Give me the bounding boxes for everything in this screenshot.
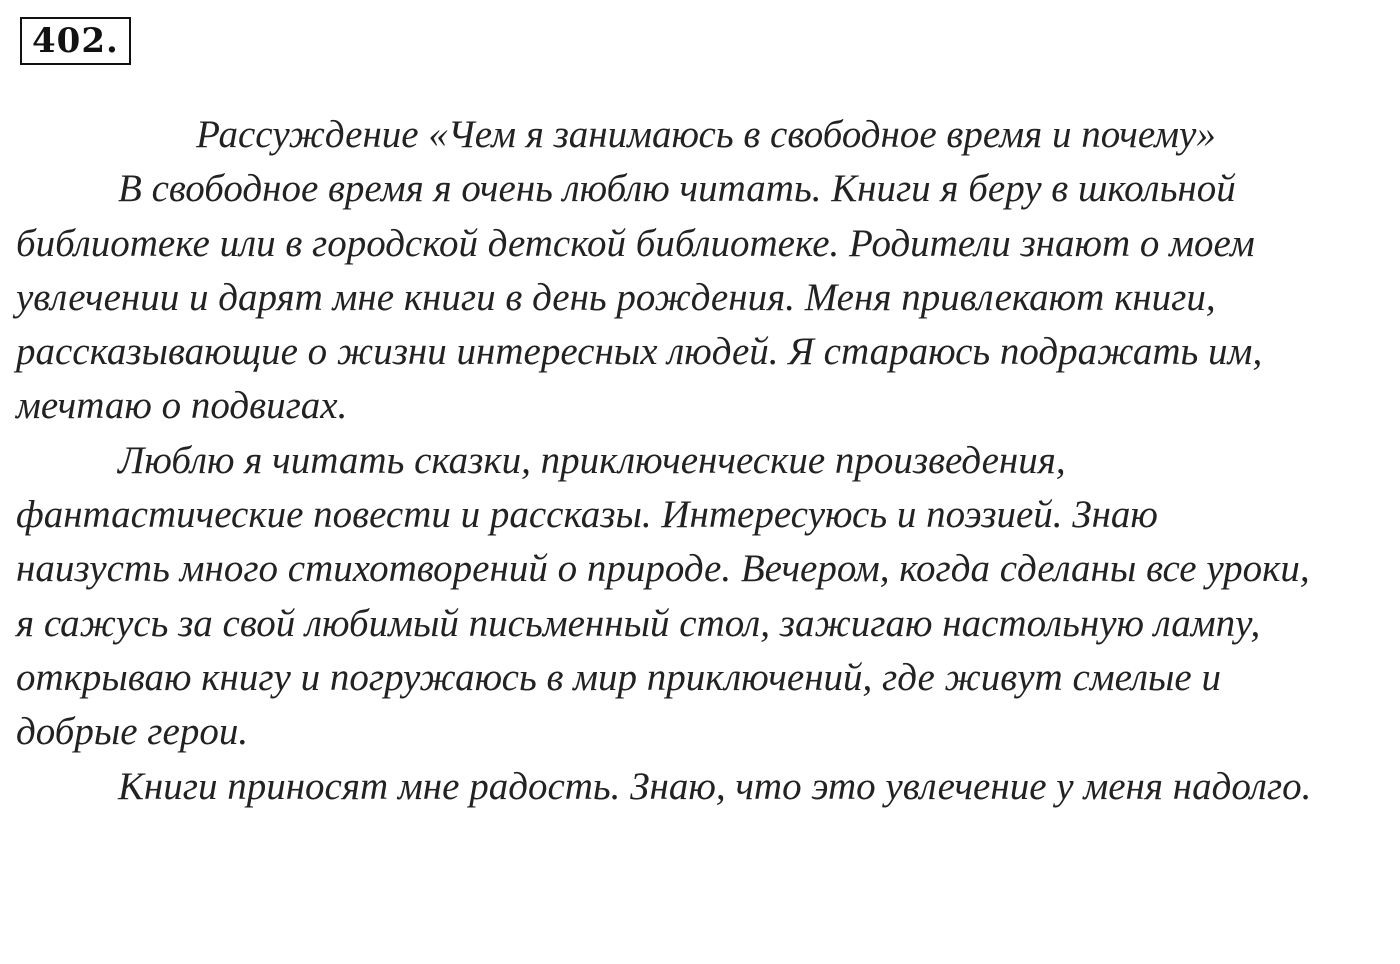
- text-line: фантастические повести и рассказы. Интересуюсь и поэзией. Знаю: [16, 493, 1158, 537]
- essay-title: Рассуждение «Чем я занимаюсь в свободное время и почему»: [196, 113, 1216, 156]
- text-line: я сажусь за свой любимый письменный стол, зажигаю настольную лампу,: [16, 601, 1261, 645]
- paragraph-1: [16, 162, 1376, 433]
- text-line: открываю книгу и погружаюсь в мир приключений, где живут смелые и: [16, 655, 1221, 699]
- text-line: наизусть много стихотворений о природе. Вечером, когда сделаны все уроки,: [16, 547, 1310, 591]
- text-line: библиотеке или в городской детской библиотеке. Родители знают о моем: [16, 221, 1255, 265]
- essay: [16, 108, 1376, 814]
- text-line: увлечении и дарят мне книги в день рождения. Меня привлекают книги,: [16, 275, 1216, 319]
- text-line: Люблю я читать сказки, приключенческие произведения,: [118, 438, 1066, 482]
- text-line: добрые герои.: [16, 710, 249, 754]
- text-line: рассказывающие о жизни интересных людей. Я стараюсь подражать им,: [16, 330, 1263, 374]
- paragraph-3: [16, 760, 1376, 814]
- exercise-number: 402.: [20, 17, 131, 65]
- text-line: мечтаю о подвигах.: [16, 384, 348, 428]
- text-line: Книги приносят мне радость. Знаю, что это увлечение у меня надолго.: [118, 764, 1312, 808]
- text-line: В свободное время я очень люблю читать. Книги я беру в школьной: [118, 167, 1236, 211]
- paragraph-2: [16, 434, 1376, 760]
